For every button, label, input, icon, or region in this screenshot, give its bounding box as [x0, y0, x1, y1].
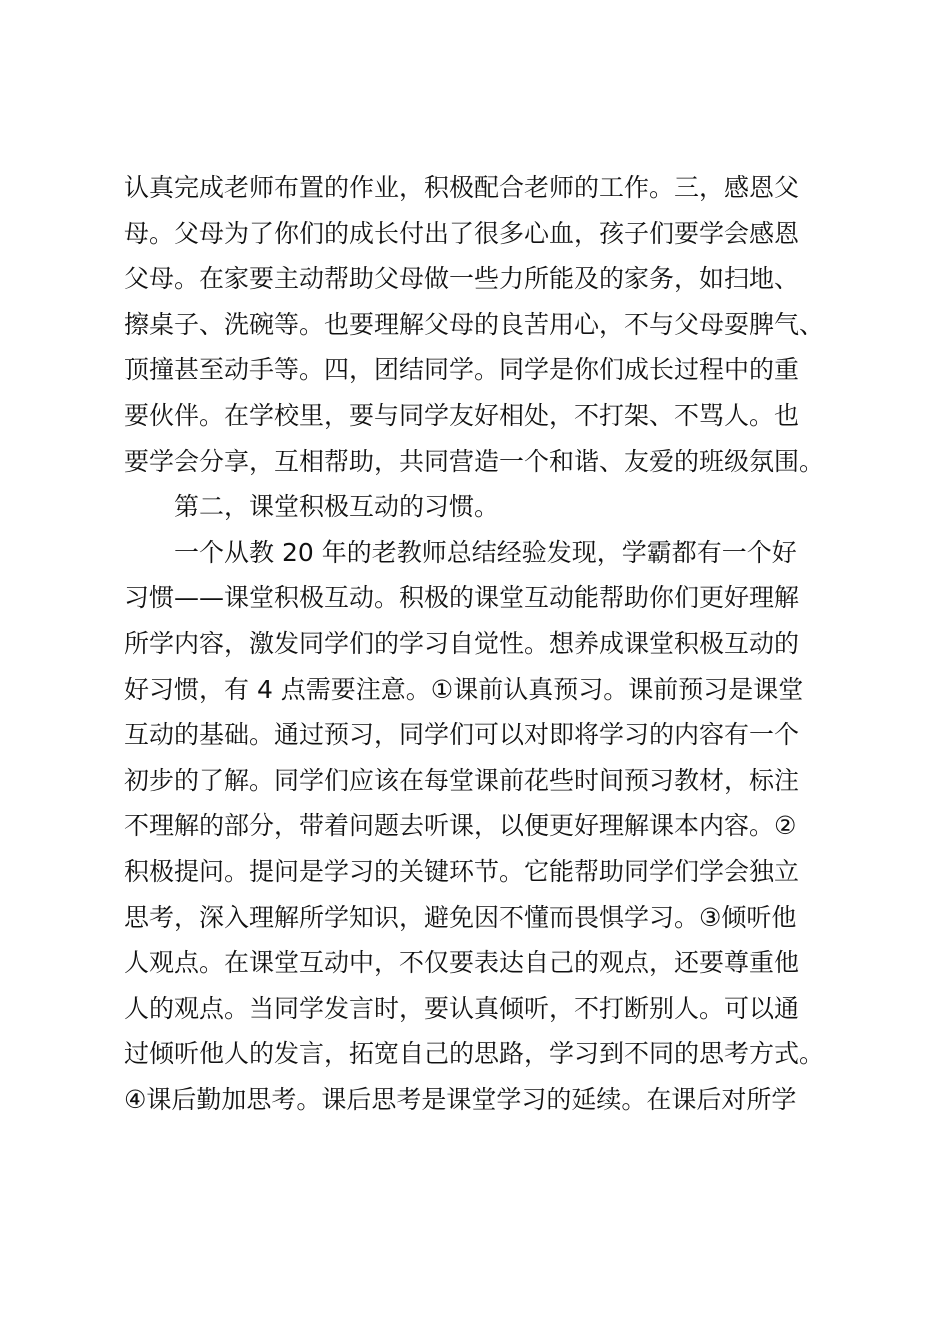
text-line: 父母。在家要主动帮助父母做一些力所能及的家务，如扫地、 [124, 264, 800, 294]
section-heading: 第二，课堂积极互动的习惯。 [124, 492, 500, 522]
text-line: 人的观点。当同学发言时，要认真倾听，不打断别人。可以通 [124, 993, 800, 1023]
text-line: 所学内容，激发同学们的学习自觉性。想养成课堂积极互动的 [124, 628, 800, 658]
text-line: 擦桌子、洗碗等。也要理解父母的良苦用心，不与父母耍脾气、 [124, 309, 825, 339]
text-line: 好习惯，有 4 点需要注意。①课前认真预习。课前预习是课堂 [124, 674, 804, 704]
text-line: 不理解的部分，带着问题去听课，以便更好理解课本内容。② [124, 811, 797, 841]
text-line: 互动的基础。通过预习，同学们可以对即将学习的内容有一个 [124, 720, 800, 750]
text-line: 顶撞甚至动手等。四，团结同学。同学是你们成长过程中的重 [124, 355, 800, 385]
text-line: 要学会分享，互相帮助，共同营造一个和谐、友爱的班级氛围。 [124, 446, 825, 476]
text-line: 过倾听他人的发言，拓宽自己的思路，学习到不同的思考方式。 [124, 1039, 825, 1069]
text-line: 思考，深入理解所学知识，避免因不懂而畏惧学习。③倾听他 [124, 902, 797, 932]
text-line: 积极提问。提问是学习的关键环节。它能帮助同学们学会独立 [124, 856, 800, 886]
text-line: 认真完成老师布置的作业，积极配合老师的工作。三，感恩父 [124, 173, 800, 202]
text-line: 人观点。在课堂互动中，不仅要表达自己的观点，还要尊重他 [124, 948, 800, 978]
text-line: 母。父母为了你们的成长付出了很多心血，孩子们要学会感恩 [124, 218, 800, 248]
text-line: 一个从教 20 年的老教师总结经验发现，学霸都有一个好 [124, 537, 797, 567]
text-line: 初步的了解。同学们应该在每堂课前花些时间预习教材，标注 [124, 765, 800, 795]
body-text [124, 165, 844, 1122]
text-line: ④课后勤加思考。课后思考是课堂学习的延续。在课后对所学 [124, 1084, 797, 1114]
text-line: 习惯——课堂积极互动。积极的课堂互动能帮助你们更好理解 [124, 583, 800, 613]
text-line: 要伙伴。在学校里，要与同学友好相处，不打架、不骂人。也 [124, 400, 800, 430]
